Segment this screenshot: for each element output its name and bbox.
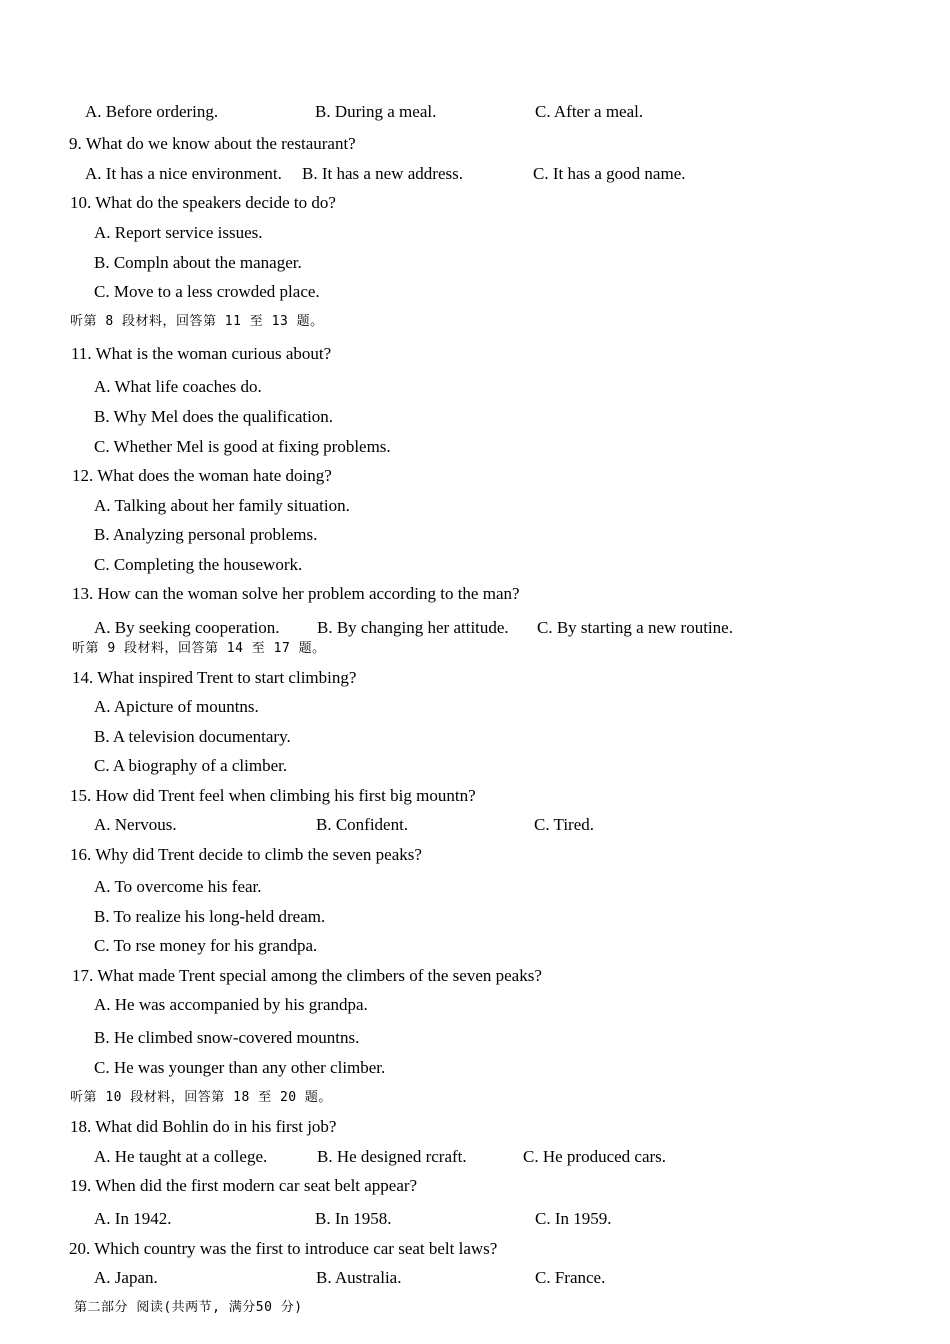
q15-option-b: B. Confident. [316,815,409,834]
q15-option-a: A. Nervous. [94,815,177,834]
q12-option-a: A. Talking about her family situation. [94,496,350,515]
section-8-instruction: 听第 8 段材料，回答第 11 至 13 题。 [70,314,324,329]
q13-option-b: B. By changing her attitude. [317,618,509,637]
q17-option-c: C. He was younger than any other climber. [94,1058,386,1077]
q16-option-a: A. To overcome his fear. [94,877,262,896]
q17-question: 17. What made Trent special among the climbers of the seven peaks? [72,966,542,985]
q20-option-b: B. Australia. [316,1268,402,1287]
part-two-heading: 第二部分 阅读(共两节, 满分50 分) [74,1300,303,1315]
q14-option-b: B. A television documentary. [94,727,291,746]
q20-option-c: C. France. [535,1268,606,1287]
q19-option-c: C. In 1959. [535,1209,612,1228]
q18-option-b: B. He designed rcraft. [317,1147,467,1166]
q11-option-a: A. What life coaches do. [94,377,262,396]
q18-question: 18. What did Bohlin do in his first job? [70,1117,337,1136]
q12-option-b: B. Analyzing personal problems. [94,525,318,544]
q13-option-c: C. By starting a new routine. [537,618,733,637]
q9-option-a: A. It has a nice environment. [85,164,282,183]
q11-question: 11. What is the woman curious about? [71,344,332,363]
q19-option-b: B. In 1958. [315,1209,392,1228]
q18-option-c: C. He produced cars. [523,1147,667,1166]
q13-option-a: A. By seeking cooperation. [94,618,280,637]
q15-question: 15. How did Trent feel when climbing his first big mountn? [70,786,476,805]
q12-option-c: C. Completing the housework. [94,555,303,574]
q9-question: 9. What do we know about the restaurant? [69,134,356,153]
q10-option-a: A. Report service issues. [94,223,263,242]
q20-question: 20. Which country was the first to introduce car seat belt laws? [69,1239,498,1258]
q17-option-b: B. He climbed snow-covered mountns. [94,1028,360,1047]
section-10-instruction: 听第 10 段材料，回答第 18 至 20 题。 [70,1090,332,1105]
section-9-instruction: 听第 9 段材料，回答第 14 至 17 题。 [72,641,326,656]
q11-option-c: C. Whether Mel is good at fixing problems. [94,437,391,456]
q20-option-a: A. Japan. [94,1268,158,1287]
q12-question: 12. What does the woman hate doing? [72,466,332,485]
q11-option-b: B. Why Mel does the qualification. [94,407,334,426]
q19-question: 19. When did the first modern car seat belt appear? [70,1176,418,1195]
q16-option-c: C. To rse money for his grandpa. [94,936,318,955]
q10-question: 10. What do the speakers decide to do? [70,193,336,212]
q16-question: 16. Why did Trent decide to climb the seven peaks? [70,845,422,864]
q8-option-a: A. Before ordering. [85,102,219,121]
q17-option-a: A. He was accompanied by his grandpa. [94,995,368,1014]
q18-option-a: A. He taught at a college. [94,1147,268,1166]
q14-question: 14. What inspired Trent to start climbing? [72,668,357,687]
q19-option-a: A. In 1942. [94,1209,172,1228]
q16-option-b: B. To realize his long-held dream. [94,907,326,926]
q13-question: 13. How can the woman solve her problem according to the man? [72,584,520,603]
q10-option-c: C. Move to a less crowded place. [94,282,320,301]
q14-option-a: A. Apicture of mountns. [94,697,259,716]
q9-option-c: C. It has a good name. [533,164,686,183]
q9-option-b: B. It has a new address. [302,164,463,183]
q10-option-b: B. Compln about the manager. [94,253,302,272]
q14-option-c: C. A biography of a climber. [94,756,288,775]
q8-option-b: B. During a meal. [315,102,437,121]
q15-option-c: C. Tired. [534,815,594,834]
q8-option-c: C. After a meal. [535,102,644,121]
